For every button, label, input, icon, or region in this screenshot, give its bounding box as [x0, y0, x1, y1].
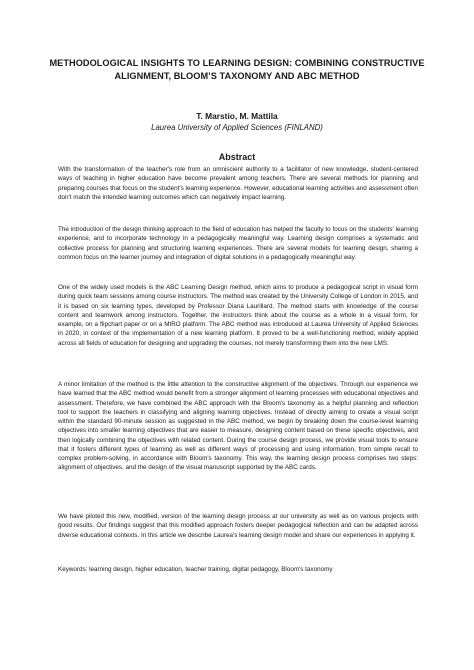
- paper-title: METHODOLOGICAL INSIGHTS TO LEARNING DESIGN: COMBINING CONSTRUCTIVE ALIGNMENT, BLOOM’S TAXONOMY AND ABC METHOD: [49, 58, 425, 81]
- abstract-paragraph-3: One of the widely used models is the ABC Learning Design method, which aims to produce a pedagogical script in visual form during quick team sessions among course instructors. The method was created by the University College of London in 2015, and it is based on six learning types, developed by Professor Diana Laurillard. The method starts with knowledge of the course content and teamwork among instructors. Together, the instructors think about the course as a whole in a visual form, for example, on a flipchart paper or on a MIRO platform. The ABC method was introduced at Laurea University of Applied Sciences in 2020, in context of the implementation of a new learning platform. It proved to be a well-functioning method, widely applied across all fields of education for designing and upgrading the courses, not merely transforming them into the new LMS.: [58, 284, 418, 347]
- paper-affiliation: Laurea University of Applied Sciences (FINLAND): [151, 123, 323, 132]
- abstract-paragraph-5: We have piloted this new, modified, version of the learning design process at our university as well as on various projects with good results. Our findings suggest that this modified approach fosters deeper pedagogical reflection and can be adapted across diverse educational contexts. In this article we describe Laurea's learning design model and share our experiences in applying it.: [58, 513, 418, 539]
- abstract-paragraph-4: A minor limitation of the method is the little attention to the constructive alignment of the objectives. Through our experience we have learned that the ABC method would benefit from a stronger alignment of learning processes with educational objectives and assessment. Therefore, we have combined the ABC approach with the Bloom's taxonomy as a helpful planning and reflection tool to support the teachers in classifying and aligning learning objectives. Instead of directly aiming to create a visual script within the standard 90-minute session as suggested in the ABC method, we begin by breaking down the course-level learning objectives into smaller learning objectives that are easier to measure, designing content based on these specific objectives, and then logically combining the objectives with related content. During the course design process, we provide visual tools to ensure that it fosters different types of learning as well as different ways of processing and using information, from simple recall to complex problem-solving, in accordance with Bloom's taxonomy. This way, the learning design process comprises two steps: alignment of objectives, and the design of the visual manuscript supported by the ABC cards.: [58, 381, 418, 472]
- abstract-paragraph-2: The introduction of the design thinking approach to the field of education has helped the faculty to focus on the students' learning experience, and to incorporate technology in a pedagogically meaningful way. Learning design comprises a systematic and collective process for planning and structuring learning experiences. There are several models for learning design, sharing a common focus on the learner journey and integration of digital solutions in a pedagogically meaningful way.: [58, 226, 418, 261]
- paper-authors: T. Marstio, M. Mattila: [196, 111, 278, 121]
- keywords-line: Keywords: learning design, higher education, teacher training, digital pedagogy, Bloom's taxonomy: [58, 566, 333, 573]
- abstract-paragraph-1: With the transformation of the teacher's role from an omniscient authority to a facilitator of new knowledge, student-centered ways of teaching in higher education have become prevalent among teachers. There are several methods for planning and preparing courses that focus on the student's learning experience. However, educational learning activities and assessment often don't match the intended learning outcomes which can negatively impact learning.: [58, 166, 418, 201]
- abstract-heading: Abstract: [218, 152, 256, 162]
